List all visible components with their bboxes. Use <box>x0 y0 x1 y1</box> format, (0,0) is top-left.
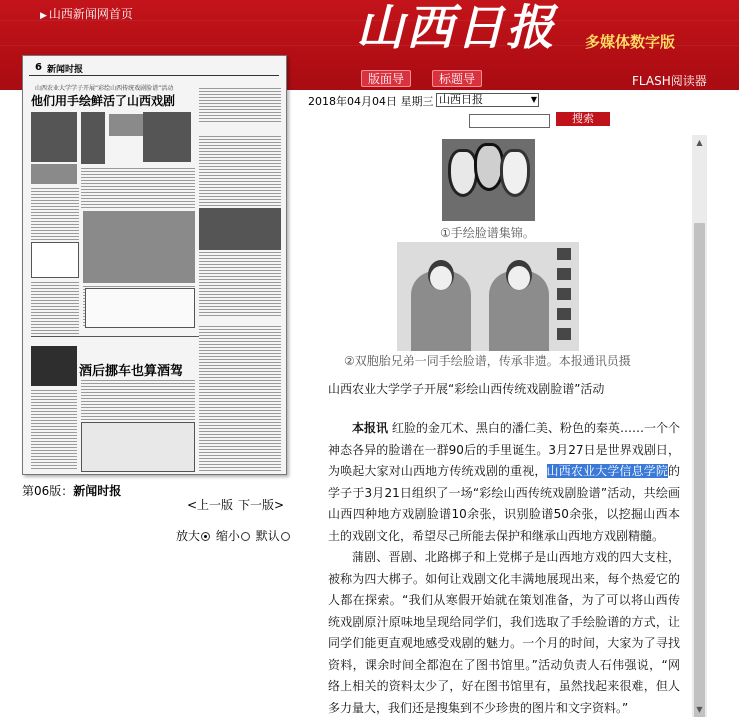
newspaper-logo: 山西日报 <box>356 0 557 56</box>
thumbnail-text-block[interactable] <box>199 88 281 122</box>
search-button[interactable]: 搜索 <box>556 112 610 126</box>
thumbnail-photo-racing[interactable] <box>83 211 195 283</box>
zoom-in-label: 放大 <box>176 529 201 543</box>
article-text: 的学子于3月21日组织了一场“彩绘山西传统戏剧脸谱”活动，共绘画山西四种地方戏剧脸谱10余张，识别脸谱50余张，以挖掘山西本土的戏剧文化，希望尽己所能去保护和继承山西地方戏剧精髓。 <box>328 464 680 543</box>
thumbnail-illustration[interactable] <box>81 422 195 472</box>
edition-subtitle: 多媒体数字版 <box>585 33 676 51</box>
zoom-default-radio[interactable] <box>281 532 290 541</box>
thumbnail-table[interactable] <box>85 288 195 328</box>
thumbnail-story-title[interactable]: 酒后挪车也算酒驾 <box>79 364 184 379</box>
thumbnail-kicker: 山西农业大学学子开展“彩绘山西传统戏剧脸谱”活动 <box>35 85 174 92</box>
thumbnail-photo[interactable] <box>31 112 77 162</box>
selected-text[interactable]: 山西农业大学信息学院 <box>546 464 668 478</box>
thumbnail-text-block[interactable] <box>199 326 281 472</box>
mask-shape <box>500 149 530 197</box>
thumbnail-photo[interactable] <box>31 346 77 386</box>
photo-caption-1: ①手绘脸谱集锦。 <box>440 226 535 240</box>
thumbnail-text-block[interactable] <box>199 252 281 318</box>
thumbnail-page-number: 6 <box>35 62 42 73</box>
zoom-controls <box>176 527 292 544</box>
photo-caption-2: ②双胞胎兄弟一同手绘脸谱，传承非遗。本报通讯员摄 <box>344 354 631 368</box>
calligraphy-decoration <box>557 248 571 344</box>
article-pane <box>300 135 700 717</box>
edition-select[interactable] <box>436 93 539 107</box>
article-photo-twins <box>397 242 579 351</box>
person-face <box>430 266 452 290</box>
zoom-in-radio[interactable] <box>201 532 210 541</box>
article-lead: 本报讯 <box>352 421 389 435</box>
article-paragraph <box>328 418 680 547</box>
dropdown-caret-icon: ▼ <box>530 95 537 104</box>
issue-date: 2018年04月04日 星期三 <box>308 95 434 108</box>
thumbnail-text-block[interactable] <box>31 390 77 470</box>
thumbnail-text-block[interactable] <box>81 168 195 208</box>
flash-reader-link[interactable]: FLASH阅读器 <box>632 74 707 88</box>
thumbnail-page-header <box>29 62 279 76</box>
zoom-out-radio[interactable] <box>241 532 250 541</box>
zoom-out-label: 缩小 <box>215 529 240 543</box>
zoom-default-label: 默认 <box>255 529 280 543</box>
page-thumbnail[interactable] <box>22 55 287 475</box>
home-link-label: 山西新闻网首页 <box>48 7 133 21</box>
next-page-link[interactable]: 下一版> <box>238 498 285 512</box>
edition-select-value: 山西日报 <box>439 93 483 106</box>
prev-page-link[interactable]: <上一版 <box>187 498 234 512</box>
thumbnail-text-block[interactable] <box>31 188 79 240</box>
thumbnail-photo-cycling[interactable] <box>199 208 281 250</box>
title-nav-button[interactable]: 标题导 <box>432 70 482 87</box>
vertical-scrollbar[interactable] <box>692 135 707 717</box>
article-paragraph: 蒲剧、晋剧、北路梆子和上党梆子是山西地方戏的四大支柱，被称为四大梆子。如何让戏剧文化丰满地展现出来，每个热爱它的人都在探索。“我们从寒假开始就在策划准备，为了可以将山西传统戏剧原汁原味地呈现给同学们，我们选取了手绘脸谱的方式，让同学们能更直观地感受戏剧的魅力。一个月的时间，大家为了寻找资料，课余时间全都泡在了图书馆里。”活动负责人石伟强说，“网络上相关的资料太少了，好在图书馆里有，虽然找起来很难，但人多力量大，我们还是搜集到不少珍贵的图片和文字资料。” <box>328 550 680 715</box>
article-title: 山西农业大学学子开展“彩绘山西传统戏剧脸谱”活动 <box>328 382 605 396</box>
thumbnail-page-name: 新闻时报 <box>47 65 84 75</box>
scroll-up-icon[interactable]: ▲ <box>696 138 703 147</box>
person-face <box>508 266 530 290</box>
thumbnail-photo[interactable] <box>109 114 145 136</box>
thumbnail-headline[interactable]: 他们用手绘鲜活了山西戏剧 <box>31 94 176 108</box>
thumbnail-text-block[interactable] <box>81 380 195 420</box>
thumbnail-photo[interactable] <box>143 112 191 162</box>
scrollbar-thumb[interactable] <box>694 223 705 717</box>
thumbnail-text-block[interactable] <box>31 282 79 334</box>
article-body <box>328 418 680 717</box>
scroll-down-icon[interactable]: ▼ <box>696 705 703 714</box>
home-link[interactable] <box>40 5 133 22</box>
thumbnail-photo[interactable] <box>81 112 105 164</box>
arrow-icon: ▶ <box>40 11 47 21</box>
article-photo-masks <box>442 139 535 221</box>
page-label-prefix: 第06版： <box>22 484 74 498</box>
article-text: 红脸的金兀术、黑白的潘仁美、粉色的秦英……一个个神态各异的脸谱在一群90后的手里诞生。3月27日是世界戏剧日，为唤起大家对山西地方传统戏剧的重视， <box>328 421 680 478</box>
page-label <box>22 482 121 499</box>
search-input[interactable] <box>469 114 550 128</box>
thumbnail-text-block[interactable] <box>199 136 281 206</box>
layout-nav-button[interactable]: 版面导 <box>361 70 411 87</box>
thumbnail-box[interactable] <box>31 242 79 278</box>
thumbnail-photo[interactable] <box>31 164 77 184</box>
page-label-name: 新闻时报 <box>73 484 122 498</box>
